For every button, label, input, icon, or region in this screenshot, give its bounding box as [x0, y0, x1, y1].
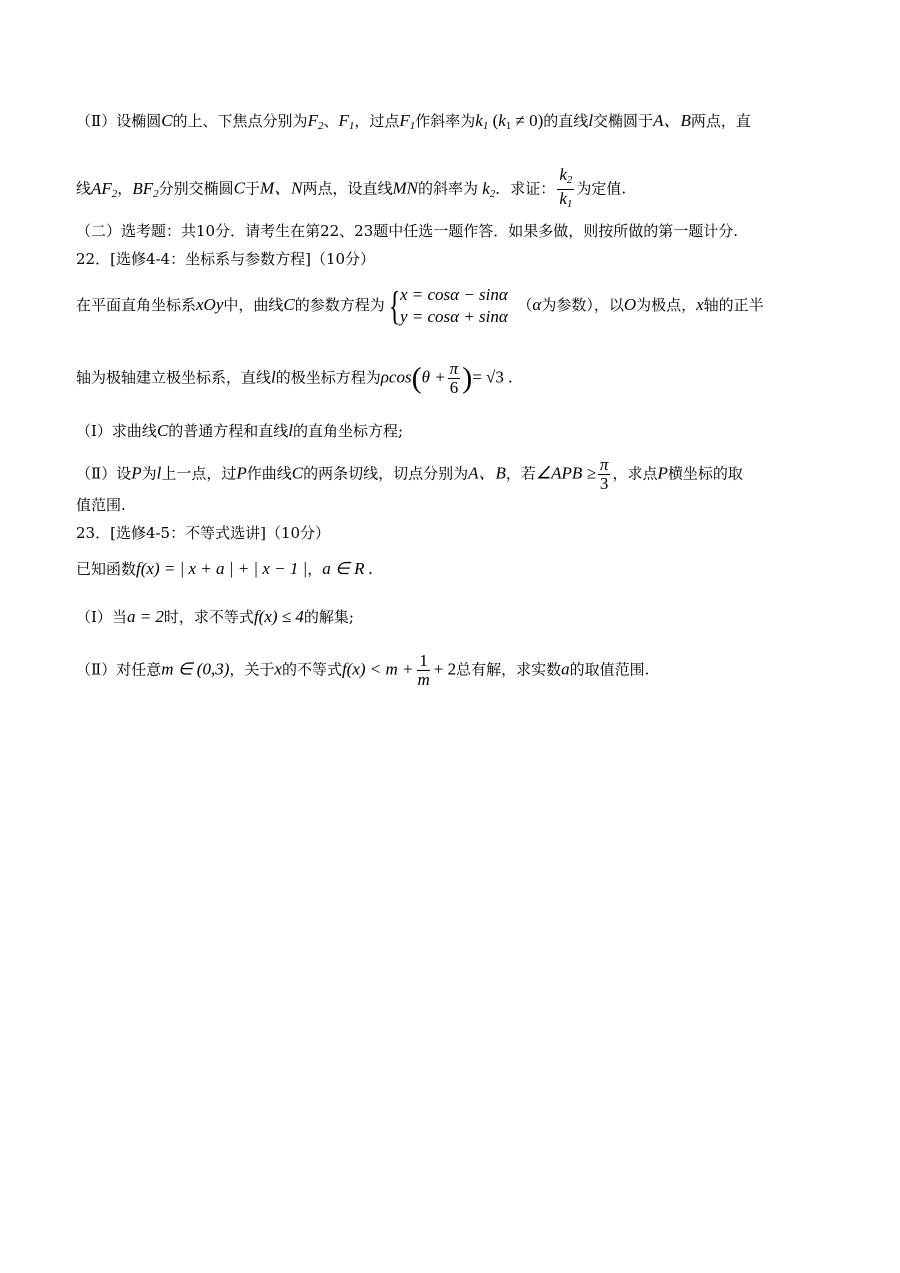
q22-header: 22．[选修4-4：坐标系与参数方程]（10分）	[76, 250, 376, 268]
fraction-k2-k1: $\frac{k_2}{k_1}$	[559, 165, 573, 210]
left-brace: {	[388, 283, 401, 328]
q23-statement: 已知函数f(x) = | x + a | + | x − 1 |，a ∈ R .	[76, 559, 373, 578]
elective-intro: （二）选考题：共10分．请考生在第22、23题中任选一题作答．如果多做，则按所做的第一题计分.	[76, 222, 739, 240]
q23-header: 23．[选修4-5：不等式选讲]（10分）	[76, 524, 331, 542]
q21-part2-line1: （Ⅱ）设椭圆C的上、下焦点分别为$F_2$、$F_1$，过点$F_1$作斜率为$k_1$ $(k_1 \ne 0)$的直线l交椭圆于A、B两点，直	[76, 111, 751, 132]
q23-part2: （Ⅱ）对任意m ∈ (0,3)，关于x的不等式f(x) < m + $\frac{1}{m}$ + 2总有解，求实数a的取值范围.	[76, 651, 650, 689]
q22-part1: （Ⅰ）求曲线C的普通方程和直线l的直角坐标方程;	[76, 421, 404, 440]
fraction-1-m: $\frac{1}{m}$	[417, 651, 430, 689]
q22-part2: （Ⅱ）设P为l上一点，过P作曲线C的两条切线，切点分别为A、B，若∠APB ≥ $\frac{\pi}{3}$ ，求点P横坐标的取	[76, 455, 743, 493]
fraction-pi-3: $\frac{\pi}{3}$	[599, 455, 609, 493]
q21-part2-line2: 线$AF_2$，$BF_2$分别交椭圆C于M、N两点，设直线MN的斜率为 $k_2$．求证： $\frac{k_2}{k_1}$ 为定值.	[76, 166, 626, 213]
fraction-pi-6: $\frac{\pi}{6}$	[449, 359, 459, 397]
parametric-system: x = cosα − sinα y = cosα + sinα	[399, 285, 508, 326]
math-C: C	[161, 111, 173, 130]
q22-statement-line2: 轴为极轴建立极坐标系，直线l的极坐标方程为ρcos(θ + $\frac{\pi}{6}$ )= √3 .	[76, 359, 513, 397]
q23-part1: （Ⅰ）当a = 2时，求不等式f(x) ≤ 4的解集;	[76, 607, 354, 626]
q22-part2-cont: 值范围.	[76, 496, 126, 514]
q22-statement-line1: 在平面直角坐标系xOy中，曲线C的参数方程为{ x = cosα − sinα y = cosα + sinα （α为参数），以O为极点，x轴的正半	[76, 283, 764, 328]
